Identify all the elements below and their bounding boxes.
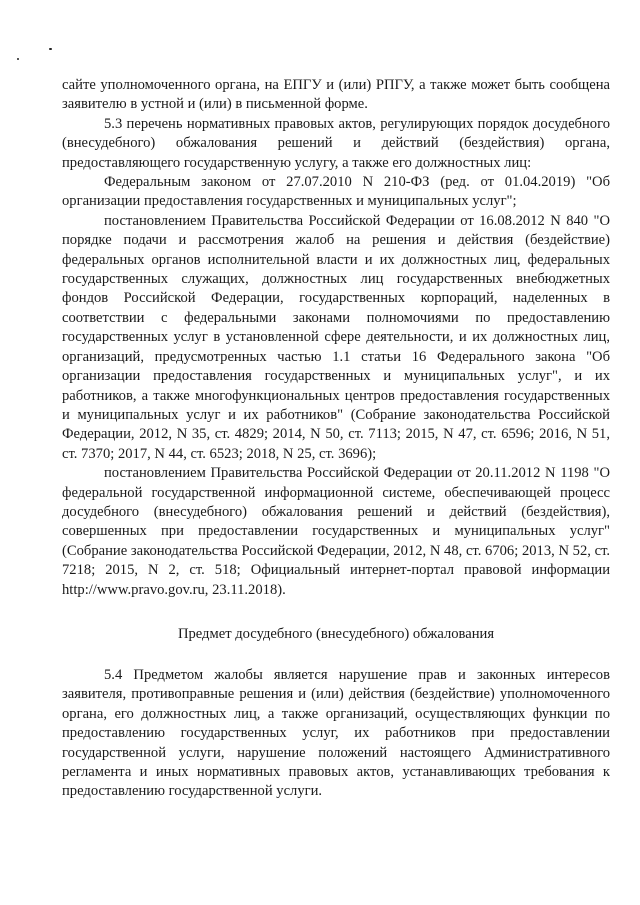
paragraph-resolution-1198: постановлением Правительства Российской Федерации от 20.11.2012 N 1198 "О федеральной государственной информационной системе, обеспечивающей процесс досудебного (внесудебного) обжалования решений и действий (бездействия), совершенных при предоставлении государственных и муниципальных услуг" (Собрание законодательства Российской Федерации, 2012, N 48, ст. 6706; 2013, N 52, ст. 7218; 2015, N 2, ст. 518; Официальный интернет-портал правовой информации http://www.pravo.gov.ru, 23.11.2018). [62,465,610,598]
paragraph-continuation: сайте уполномоченного органа, на ЕПГУ и (или) РПГУ, а также может быть сообщена заявителю в устной и (или) в письменной форме. [62,77,610,113]
paragraph-federal-law: Федеральным законом от 27.07.2010 N 210-ФЗ (ред. от 01.04.2019) "Об организации предоставления государственных и муниципальных услуг"; [62,174,610,210]
scan-speck [17,58,19,60]
scan-speck [49,48,52,50]
main-text-block [62,76,610,600]
paragraph-5-4: 5.4 Предметом жалобы является нарушение прав и законных интересов заявителя, противоправные решения и (или) действия (бездействие) уполномоченного органа, его должностных лиц, а также организаций, осуществляющих функции по предоставлению государственных услуг, их работников при предоставлении государственной услуги, нарушение положений настоящего Административного регламента и иных нормативных правовых актов, устанавливающих требования к предоставлению государственной услуги. [62,667,610,800]
paragraph-5-3: 5.3 перечень нормативных правовых актов, регулирующих порядок досудебного (внесудебного) обжалования решений и действий (бездействия) органа, предоставляющего государственную услугу, а также его должностных лиц: [62,115,610,171]
bottom-text-block [62,666,610,802]
paragraph-resolution-840: постановлением Правительства Российской Федерации от 16.08.2012 N 840 "О порядке подачи и рассмотрения жалоб на решения и действия (бездействие) федеральных органов исполнительной власти и их должностных лиц, федеральных государственных служащих, должностных лиц государственных внебюджетных фондов Российской Федерации, государственных корпораций, наделенных в соответствии с федеральными законами полномочиями по предоставлению государственных услуг в установленной сфере деятельности, и их должностных лиц, организаций, предусмотренных частью 1.1 статьи 16 Федерального закона "Об организации предоставления государственных и муниципальных услуг", и их работников, а также многофункциональных центров предоставления государственных и муниципальных услуг и их работников" (Собрание законодательства Российской Федерации, 2012, N 35, ст. 4829; 2014, N 50, ст. 7113; 2015, N 47, ст. 6596; 2016, N 51, ст. 7370; 2017, N 44, ст. 6523; 2018, N 25, ст. 3696); [62,212,610,462]
section-heading: Предмет досудебного (внесудебного) обжалования [177,626,495,642]
